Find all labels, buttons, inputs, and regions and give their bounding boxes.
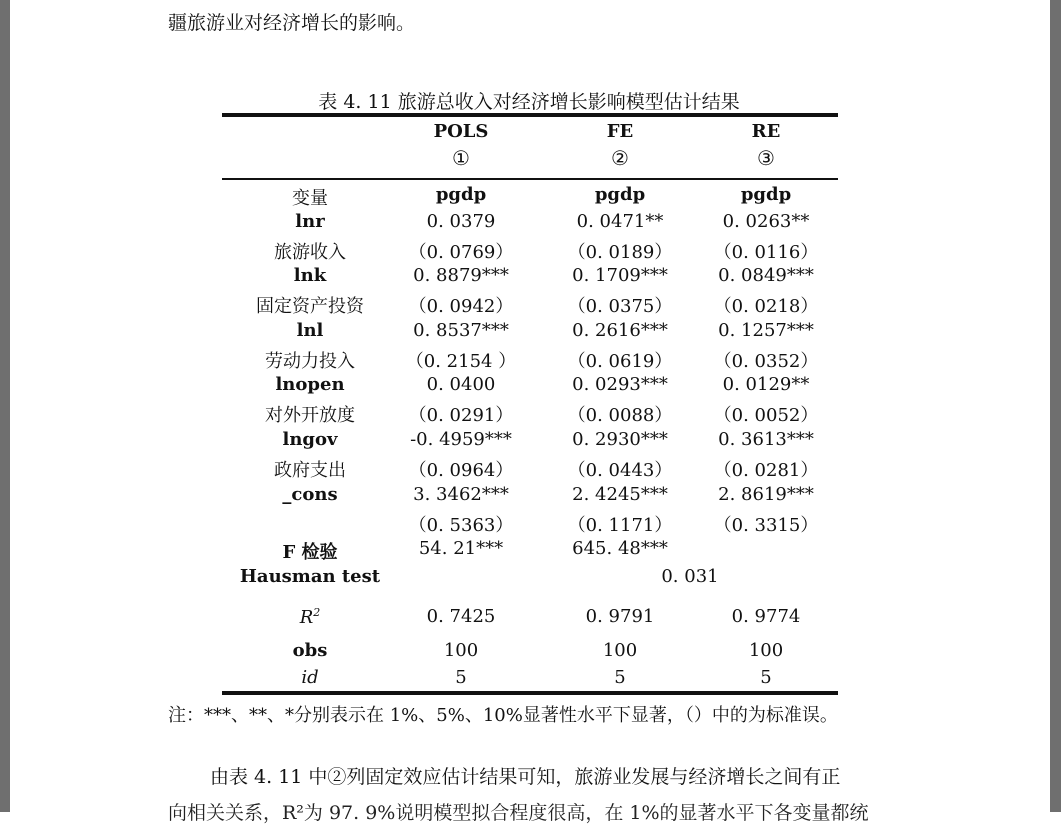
row-label: lnk <box>293 265 327 286</box>
dep-var-1: pgdp <box>435 184 487 205</box>
hausman-value: 0. 031 <box>661 566 719 587</box>
r2-re: 0. 9774 <box>731 606 801 627</box>
cell-pols: （0. 0291） <box>408 405 514 426</box>
cell-re: （0. 0352） <box>713 351 819 372</box>
table-top-rule <box>222 113 838 117</box>
cell-pols: （0. 0942） <box>408 296 514 317</box>
cell-fe: （0. 0619） <box>567 351 673 372</box>
cell-fe: 645. 48*** <box>572 538 668 559</box>
cell-pols: （0. 2154 ） <box>405 351 517 372</box>
dep-var-3: pgdp <box>740 184 792 205</box>
body-paragraph: 由表 4. 11 中②列固定效应估计结果可知，旅游业发展与经济增长之间有正 <box>210 766 841 788</box>
cell-fe: 0. 0293*** <box>572 374 668 395</box>
row-label: lnl <box>296 320 324 341</box>
cell-re: 0. 0849*** <box>718 265 814 286</box>
cell-pols: 0. 0400 <box>426 374 496 395</box>
cell-pols: 0. 8537*** <box>413 320 509 341</box>
obs-re: 100 <box>748 640 784 661</box>
cell-pols: （0. 5363） <box>408 515 514 536</box>
obs-fe: 100 <box>602 640 638 661</box>
cell-fe: （0. 0443） <box>567 460 673 481</box>
hausman-label: Hausman test <box>239 566 381 587</box>
table-bottom-rule <box>222 691 838 695</box>
row-label: lngov <box>282 429 338 450</box>
cell-re: （0. 0218） <box>713 296 819 317</box>
dep-var-2: pgdp <box>594 184 646 205</box>
col-header-fe: FE <box>606 121 634 142</box>
row-label: 劳动力投入 <box>265 351 355 372</box>
obs-pols: 100 <box>443 640 479 661</box>
cell-fe: 0. 2616*** <box>572 320 668 341</box>
row-label: lnr <box>295 211 325 232</box>
body-paragraph-cut: 向相关关系，R²为 97. 9%说明模型拟合程度很高，在 1%的显著水平下各变量都统 <box>168 802 869 824</box>
cell-fe: 2. 4245*** <box>572 484 668 505</box>
row-label: 固定资产投资 <box>256 296 364 317</box>
cell-pols: （0. 0769） <box>408 242 514 263</box>
r2-fe: 0. 9791 <box>585 606 655 627</box>
obs-label: obs <box>292 640 328 661</box>
table-header-rule <box>222 178 838 180</box>
row-label: 对外开放度 <box>265 405 355 426</box>
cell-pols: （0. 0964） <box>408 460 514 481</box>
id-label: id <box>301 667 319 688</box>
cell-fe: 0. 1709*** <box>572 265 668 286</box>
id-pols: 5 <box>455 667 467 688</box>
intro-paragraph: 疆旅游业对经济增长的影响。 <box>168 12 416 34</box>
col-header-pols: POLS <box>433 121 489 142</box>
cell-fe: （0. 1171） <box>567 515 673 536</box>
cell-pols: 3. 3462*** <box>413 484 509 505</box>
id-re: 5 <box>760 667 772 688</box>
row-label: _cons <box>282 484 338 505</box>
cell-fe: 0. 2930*** <box>572 429 668 450</box>
id-fe: 5 <box>614 667 626 688</box>
row-label: F 检验 <box>282 542 338 563</box>
cell-re: 0. 0263** <box>722 211 810 232</box>
cell-re: 0. 1257*** <box>718 320 814 341</box>
variable-header: 变量 <box>292 188 328 209</box>
cell-re: 0. 0129** <box>722 374 810 395</box>
cell-fe: （0. 0375） <box>567 296 673 317</box>
row-label: lnopen <box>275 374 345 395</box>
viewer-frame-left <box>0 0 10 812</box>
col-header-re: RE <box>751 121 781 142</box>
cell-pols: 0. 0379 <box>426 211 496 232</box>
document-page <box>10 0 1050 824</box>
row-label: 旅游收入 <box>274 242 346 263</box>
cell-pols: -0. 4959*** <box>410 429 512 450</box>
viewer-frame-right <box>1050 0 1061 812</box>
cell-re: （0. 0052） <box>713 405 819 426</box>
cell-pols: 0. 8879*** <box>413 265 509 286</box>
table-note: 注：***、**、*分别表示在 1%、5%、10%显著性水平下显著，（）中的为标准误。 <box>168 705 838 726</box>
r2-pols: 0. 7425 <box>426 606 496 627</box>
row-label: 政府支出 <box>274 460 346 481</box>
table-caption: 表 4. 11 旅游总收入对经济增长影响模型估计结果 <box>318 91 740 113</box>
cell-re: （0. 3315） <box>713 515 819 536</box>
col-number-3: ③ <box>757 146 775 170</box>
cell-re: 0. 3613*** <box>718 429 814 450</box>
col-number-1: ① <box>452 146 470 170</box>
col-number-2: ② <box>611 146 629 170</box>
r2-label: $R^2$ <box>299 606 321 628</box>
cell-fe: （0. 0189） <box>567 242 673 263</box>
cell-fe: （0. 0088） <box>567 405 673 426</box>
cell-re: （0. 0281） <box>713 460 819 481</box>
cell-pols: 54. 21*** <box>418 538 504 559</box>
cell-fe: 0. 0471** <box>576 211 664 232</box>
cell-re: 2. 8619*** <box>718 484 814 505</box>
cell-re: （0. 0116） <box>713 242 819 263</box>
